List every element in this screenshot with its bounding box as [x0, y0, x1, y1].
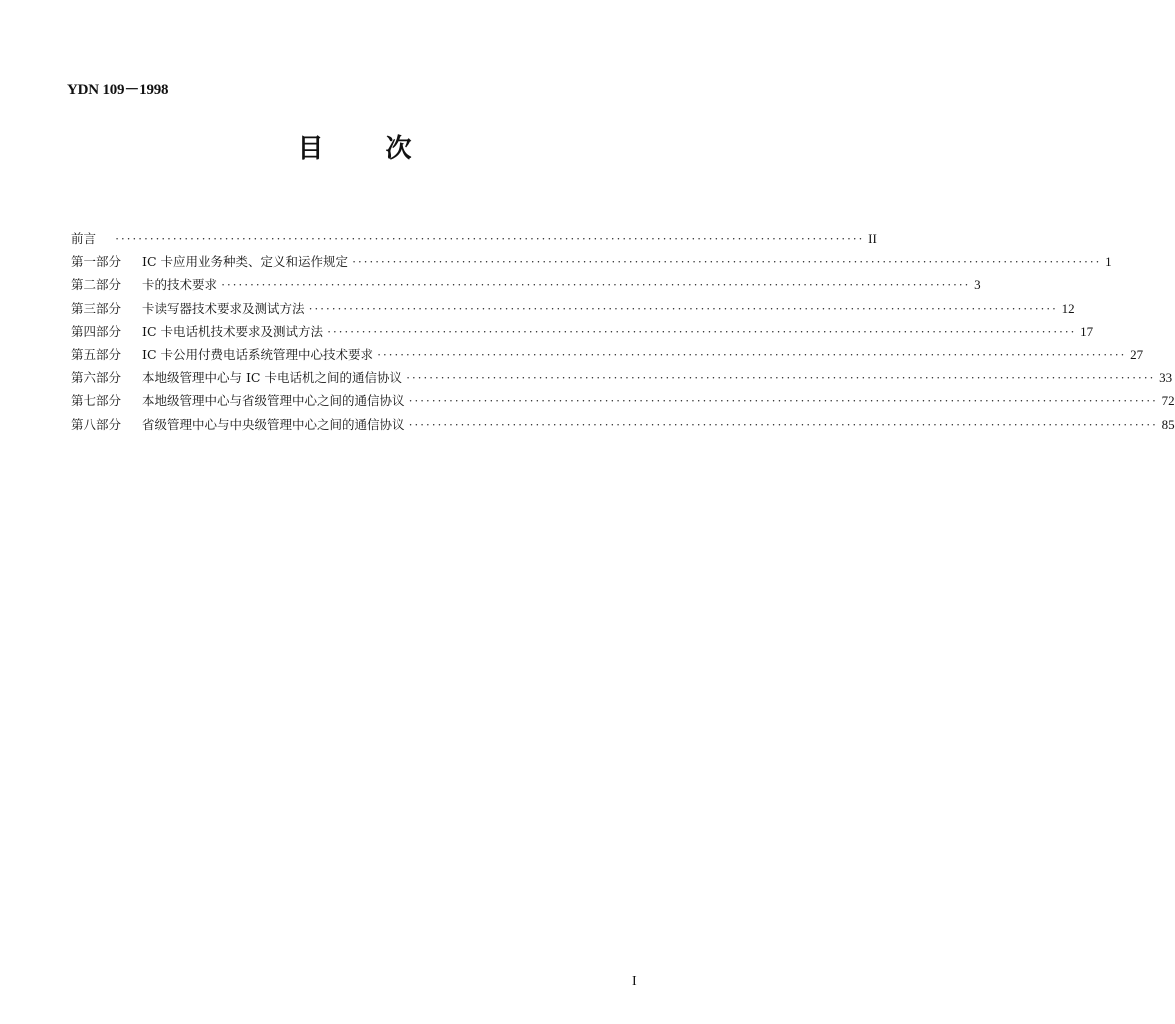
toc-leader: ··································································································································	[221, 278, 971, 293]
toc-entry-part: 第三部分	[71, 300, 122, 316]
toc-leader: ··································································································································	[408, 417, 1158, 432]
toc-entry-title: 卡的技术要求	[142, 277, 218, 293]
table-of-contents	[71, 229, 1175, 438]
toc-entry-part: 第四部分	[71, 323, 122, 339]
toc-leader: ··································································································································	[326, 324, 1077, 339]
page-title	[0, 128, 709, 165]
toc-leader: ··································································································································	[308, 301, 1058, 316]
toc-entry[interactable]	[71, 252, 1112, 275]
title-char-1: 目	[297, 134, 324, 164]
toc-entry-part: 第五部分	[71, 346, 122, 362]
toc-leader: ··································································································································	[351, 255, 1102, 270]
document-code: YDN 109－1998	[67, 82, 169, 98]
toc-entry-page: 12	[1061, 300, 1075, 316]
toc-entry-title: 本地级管理中心与 IC 卡电话机之间的通信协议	[142, 370, 402, 386]
toc-entry-part: 第七部分	[71, 393, 122, 409]
toc-entry-part: 第二部分	[71, 277, 122, 293]
toc-entry-part: 第一部分	[71, 254, 122, 270]
toc-leader: ··································································································································	[115, 232, 865, 246]
toc-entry[interactable]	[71, 322, 1094, 345]
title-char-2: 次	[385, 134, 412, 164]
toc-entry-title: 本地级管理中心与省级管理中心之间的通信协议	[142, 393, 405, 409]
toc-entry-title: IC 卡电话机技术要求及测试方法	[142, 323, 323, 339]
toc-entry-page: 3	[974, 277, 981, 293]
toc-entry[interactable]	[71, 415, 1175, 438]
toc-entry-page: 27	[1130, 346, 1144, 362]
toc-entry-title: IC 卡公用付费电话系统管理中心技术要求	[142, 346, 373, 362]
toc-entry-page: 85	[1161, 416, 1175, 432]
toc-leader: ··································································································································	[405, 371, 1156, 386]
toc-entry[interactable]	[71, 368, 1173, 391]
toc-entry-page: II	[868, 231, 877, 246]
toc-entry-page: 72	[1161, 393, 1175, 409]
toc-entry-title: IC 卡应用业务种类、定义和运作规定	[142, 254, 348, 270]
page-number: I	[632, 974, 637, 989]
toc-entry-title: 省级管理中心与中央级管理中心之间的通信协议	[142, 416, 405, 432]
toc-entry-page: 1	[1105, 254, 1112, 270]
toc-entry-preface[interactable]	[71, 229, 877, 252]
toc-entry[interactable]	[71, 345, 1144, 368]
toc-leader: ··································································································································	[376, 347, 1127, 362]
toc-entry-page: 17	[1080, 323, 1094, 339]
toc-entry-page: 33	[1159, 370, 1173, 386]
toc-entry[interactable]	[71, 391, 1175, 414]
toc-entry-part: 第六部分	[71, 370, 122, 386]
toc-leader: ··································································································································	[408, 394, 1158, 409]
toc-entry-part: 第八部分	[71, 416, 122, 432]
toc-entry-title: 卡读写器技术要求及测试方法	[142, 300, 305, 316]
toc-entry[interactable]	[71, 299, 1075, 322]
toc-entry[interactable]	[71, 275, 981, 298]
toc-entry-title: 前言	[71, 231, 97, 246]
